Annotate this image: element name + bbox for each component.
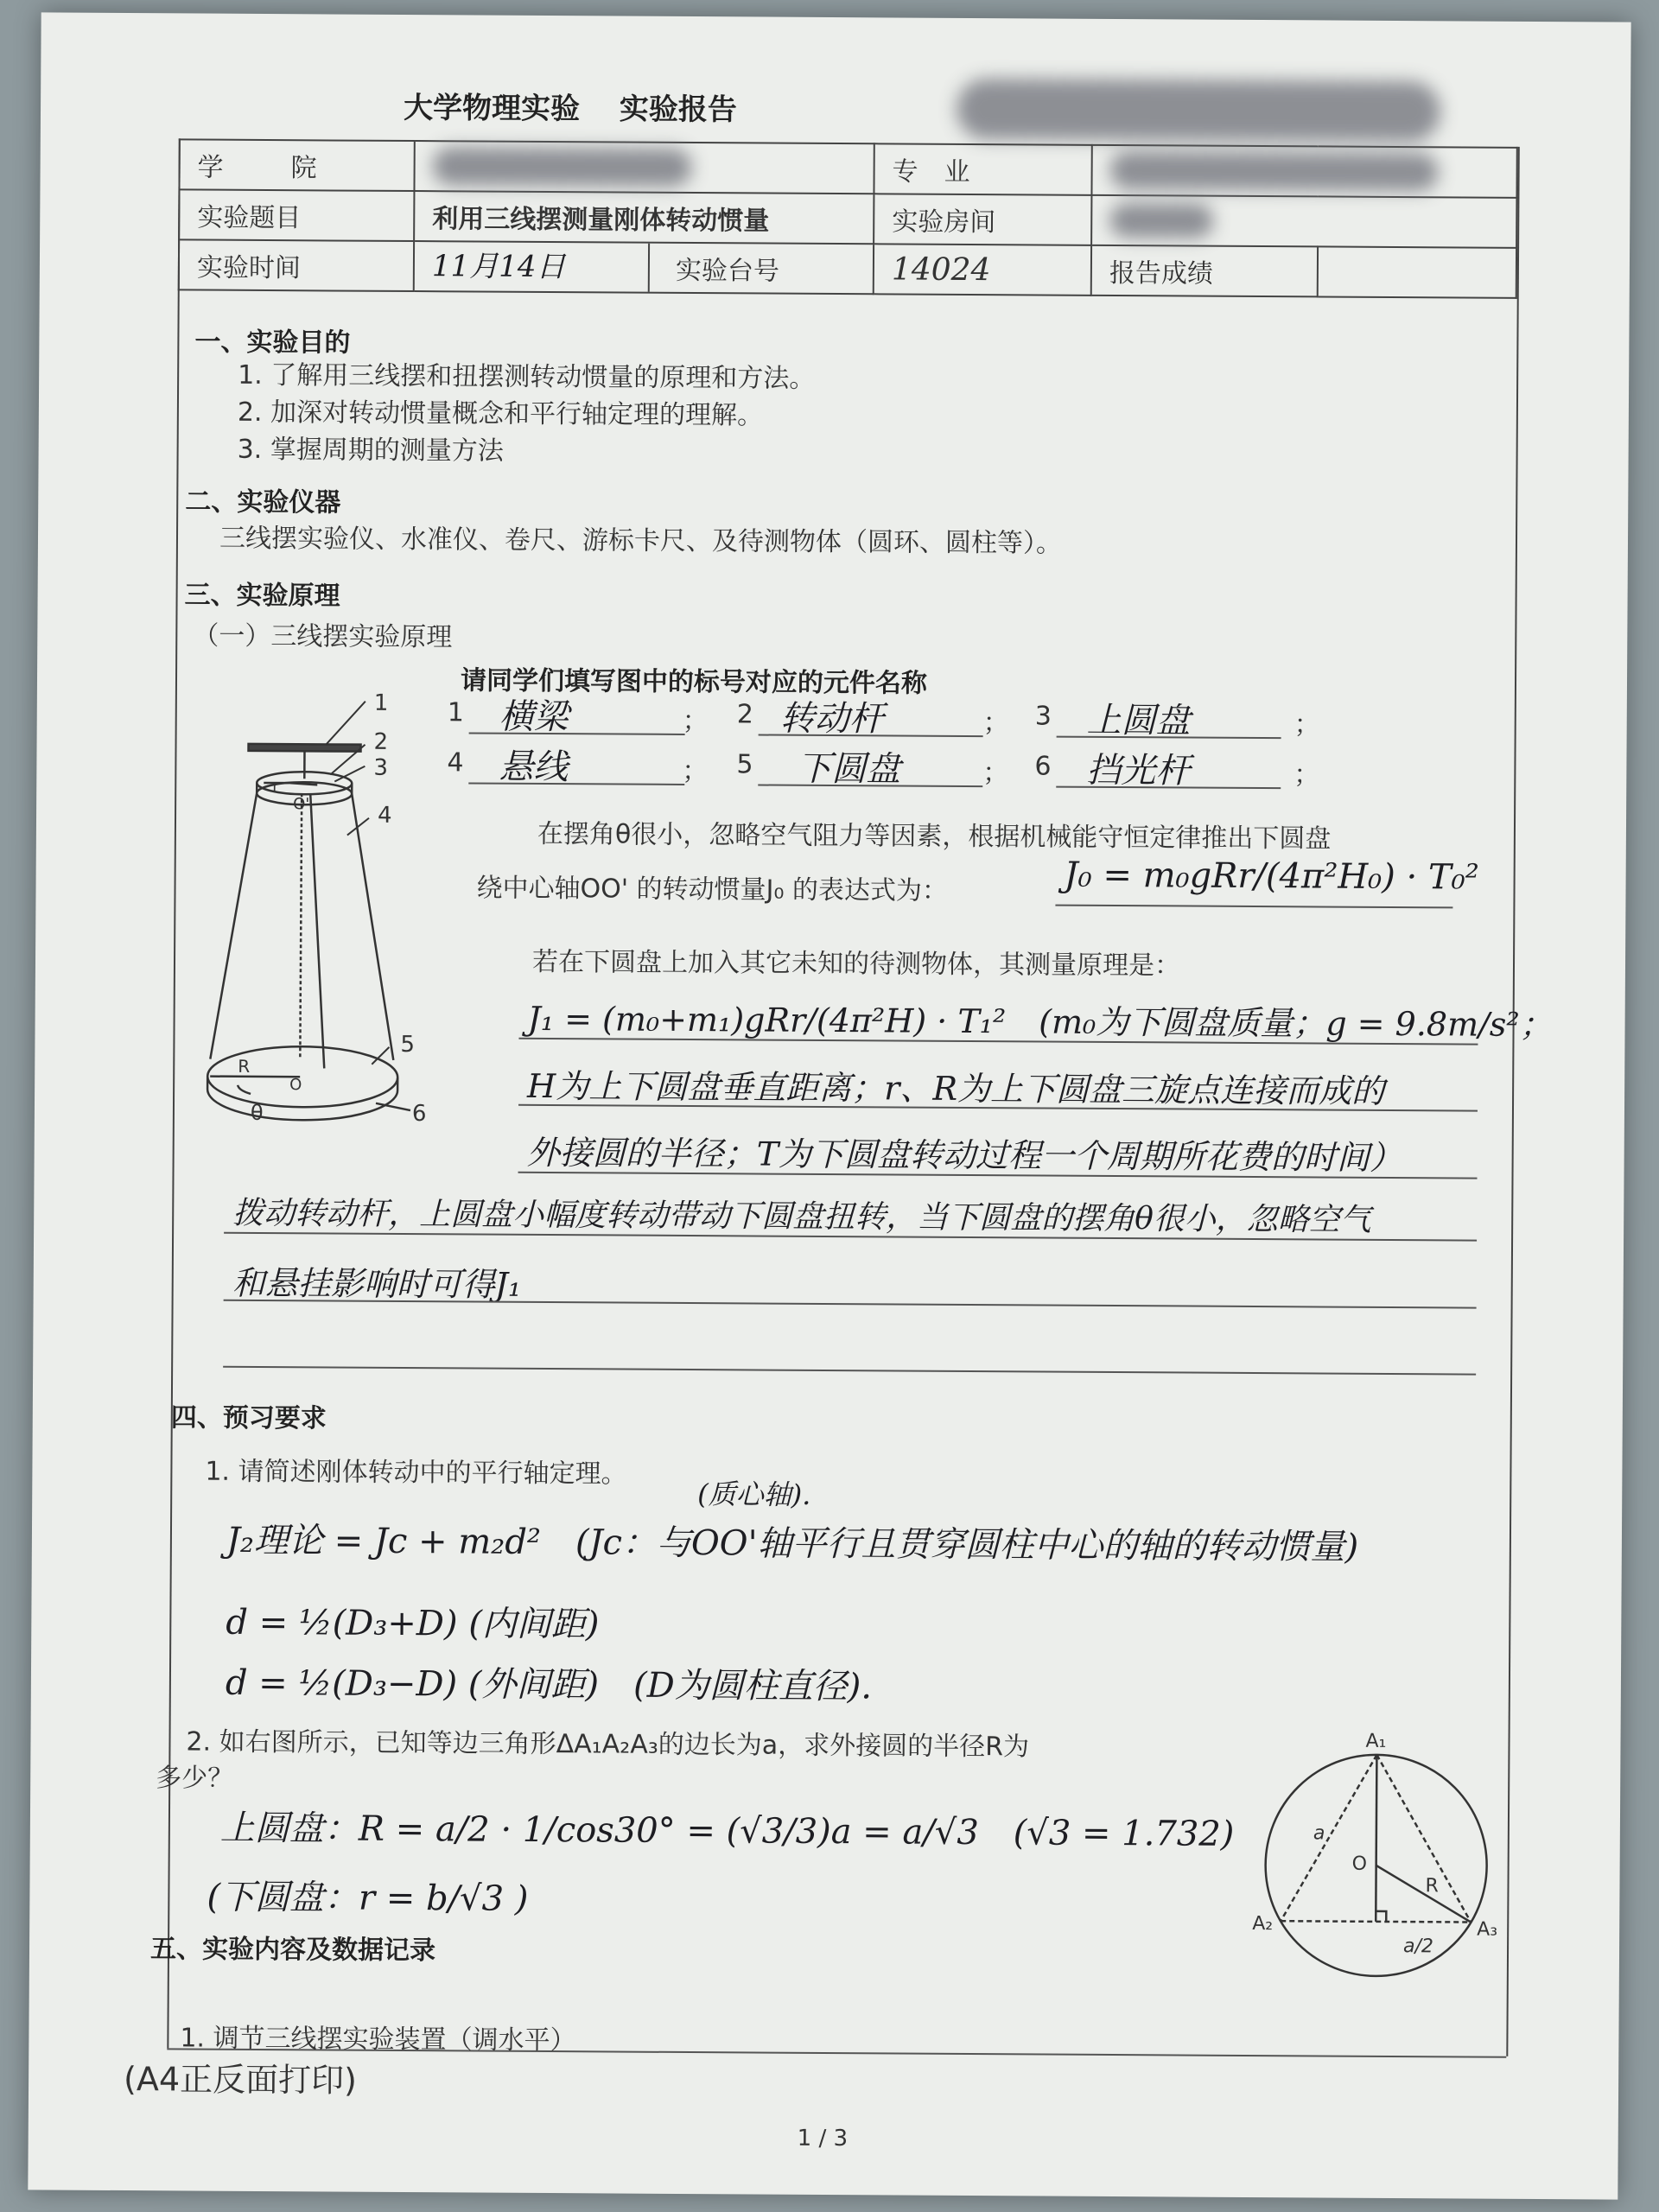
- label-time: 实验时间: [179, 239, 414, 291]
- crossbar: [248, 744, 360, 752]
- part-field-2: 2 转动杆 ；: [737, 699, 996, 731]
- part-field-4: 4 悬线 ；: [447, 747, 697, 779]
- part-number: 6: [1034, 751, 1052, 782]
- handwritten-line-4: 拨动转动杆，上圆盘小幅度转动带动下圆盘扭转，当下圆盘的摆角θ很小，忽略空气: [232, 1195, 1372, 1238]
- sec3-subtitle: （一）三线摆实验原理: [193, 620, 453, 653]
- label-grade: 报告成绩: [1091, 245, 1318, 297]
- sec4-question-2-line-2: 多少？: [156, 1763, 234, 1794]
- triangle-diagram: [1230, 1722, 1517, 1992]
- suspension-wire: [350, 794, 395, 1060]
- sec1-item-2: 2. 加深对转动惯量概念和平行轴定理的理解。: [237, 397, 764, 431]
- time-desk-cell: [414, 241, 874, 294]
- sec1-title: 一、实验目的: [194, 327, 351, 359]
- page-number: 1 / 3: [797, 2125, 849, 2152]
- principle-para-2: 绕中心轴OO' 的转动惯量J₀ 的表达式为：: [476, 873, 949, 906]
- major-value: [1091, 145, 1516, 198]
- handwritten-line-5: 和悬挂影响时可得J₁: [232, 1263, 522, 1304]
- half-side-label: a/2: [1402, 1936, 1434, 1958]
- sec4-title: 四、预习要求: [170, 1402, 327, 1434]
- diagram-label-o-prime: O': [293, 795, 310, 814]
- vertex-label-a2: A₂: [1252, 1913, 1274, 1936]
- part-name: 横梁: [499, 696, 569, 738]
- diagram-label-2: 2: [373, 728, 389, 755]
- side-label-a: a: [1313, 1822, 1325, 1845]
- principle-para-3: 若在下圆盘上加入其它未知的待测物体，其测量原理是：: [531, 946, 1181, 982]
- sec4-question-1: 1. 请简述刚体转动中的平行轴定理。: [205, 1456, 627, 1490]
- part-number: 2: [736, 699, 753, 730]
- diagram-label-r: r: [272, 778, 279, 797]
- formula-j1: J₁ = (m₀+m₁)gRr/(4π²H) · T₁² (m₀为下圆盘质量；g = 9.8m/s²；: [527, 999, 1553, 1045]
- part-field-6: 6 挡光杆 ；: [1034, 751, 1302, 783]
- label-college: 学 院: [179, 139, 414, 191]
- diagram-label-3: 3: [373, 754, 389, 781]
- answer-2-line-2: (下圆盘：r = b/√3 ): [207, 1877, 529, 1919]
- label-desk: 实验台号: [675, 255, 780, 287]
- print-note: (A4正反面打印): [123, 2060, 358, 2100]
- sec3-title: 三、实验原理: [184, 580, 340, 612]
- principle-para-1: 在摆角θ很小，忽略空气阻力等因素，根据机械能守恒定律推出下圆盘: [537, 818, 1332, 855]
- part-number: 5: [736, 749, 753, 780]
- answer-1-line-1: J₂理论 = Jc + m₂d² (Jc：与OO'轴平行且贯穿圆柱中心的轴的转动惯量): [226, 1520, 1359, 1567]
- grade-value: [1318, 246, 1516, 297]
- handwritten-line-2: H为上下圆盘垂直距离；r、R为上下圆盘三旋点连接而成的: [527, 1066, 1385, 1110]
- desk-value: 14024: [874, 244, 1091, 296]
- room-value: [1091, 195, 1516, 248]
- label-room: 实验房间: [874, 194, 1091, 245]
- sec1-item-3: 3. 掌握周期的测量方法: [237, 434, 504, 467]
- sec4-question-2-line-1: 2. 如右图所示，已知等边三角形ΔA₁A₂A₃的边长为a，求外接圆的半径R为: [186, 1726, 1030, 1763]
- diagram-label-6: 6: [411, 1101, 427, 1128]
- part-number: 4: [447, 747, 464, 779]
- report-title: 大学物理实验 实验报告: [403, 90, 738, 128]
- header-table: [178, 138, 1518, 298]
- pendulum-diagram: [186, 678, 448, 1147]
- part-name: 上圆盘: [1086, 700, 1191, 741]
- diagram-label-theta: θ: [250, 1100, 264, 1125]
- suspension-wire: [210, 793, 257, 1059]
- handwritten-line-3: 外接圆的半径；T为下圆盘转动过程一个周期所花费的时间）: [526, 1133, 1403, 1178]
- formula-j0: J₀ = m₀gRr/(4π²H₀) · T₀²: [1064, 855, 1479, 898]
- diagram-label-O: O: [289, 1076, 302, 1095]
- vertex-label-a3: A₃: [1477, 1918, 1498, 1941]
- sec2-text: 三线摆实验仪、水准仪、卷尺、游标卡尺、及待测物体（圆环、圆柱等）。: [219, 523, 1063, 559]
- part-name: 下圆盘: [797, 748, 901, 790]
- answer-2-line-1: 上圆盘：R = a/2 · 1/cos30° = (√3/3)a = a/√3 (√3 = 1.732): [219, 1808, 1235, 1854]
- part-fields: [447, 696, 1320, 806]
- time-value: 11月14日: [415, 242, 650, 292]
- sec5-item-1: 1. 调节三线摆实验装置（调水平）: [180, 2023, 576, 2056]
- answer-1-line-3: d = ½(D₃−D) (外间距) (D为圆柱直径).: [225, 1662, 873, 1707]
- part-number: 3: [1034, 701, 1052, 732]
- part-name: 转动杆: [779, 698, 884, 740]
- label-major: 专 业: [874, 143, 1091, 195]
- center-label-o: O: [1351, 1853, 1368, 1875]
- part-name: 挡光杆: [1086, 750, 1191, 791]
- answer-1-note: (质心轴).: [697, 1478, 811, 1511]
- suspension-wire: [308, 793, 326, 1068]
- report-sheet: [28, 12, 1630, 2199]
- part-field-5: 5 下圆盘 ；: [736, 749, 995, 781]
- vertex-label-a1: A₁: [1365, 1730, 1387, 1752]
- sec1-item-1: 1. 了解用三线摆和扭摆测转动惯量的原理和方法。: [238, 359, 816, 394]
- parts-prompt: 请同学们填写图中的标号对应的元件名称: [460, 665, 928, 699]
- part-name: 悬线: [499, 747, 569, 788]
- topic-value: 利用三线摆测量刚体转动惯量: [414, 191, 874, 244]
- part-number: 1: [447, 697, 464, 728]
- part-field-1: 1 横梁 ；: [448, 697, 698, 729]
- radius-label-r: R: [1425, 1875, 1439, 1897]
- diagram-label-5: 5: [400, 1031, 416, 1058]
- college-value: [414, 141, 874, 194]
- sec5-title: 五、实验内容及数据记录: [149, 1934, 436, 1967]
- diagram-label-1: 1: [373, 690, 389, 716]
- label-topic: 实验题目: [179, 189, 414, 241]
- redacted-name: [957, 79, 1440, 142]
- diagram-label-4: 4: [377, 802, 392, 829]
- sec2-title: 二、实验仪器: [185, 486, 341, 518]
- answer-1-line-2: d = ½(D₃+D) (内间距): [226, 1602, 600, 1645]
- diagram-label-R: R: [238, 1055, 251, 1077]
- part-field-3: 3 上圆盘 ；: [1035, 701, 1303, 733]
